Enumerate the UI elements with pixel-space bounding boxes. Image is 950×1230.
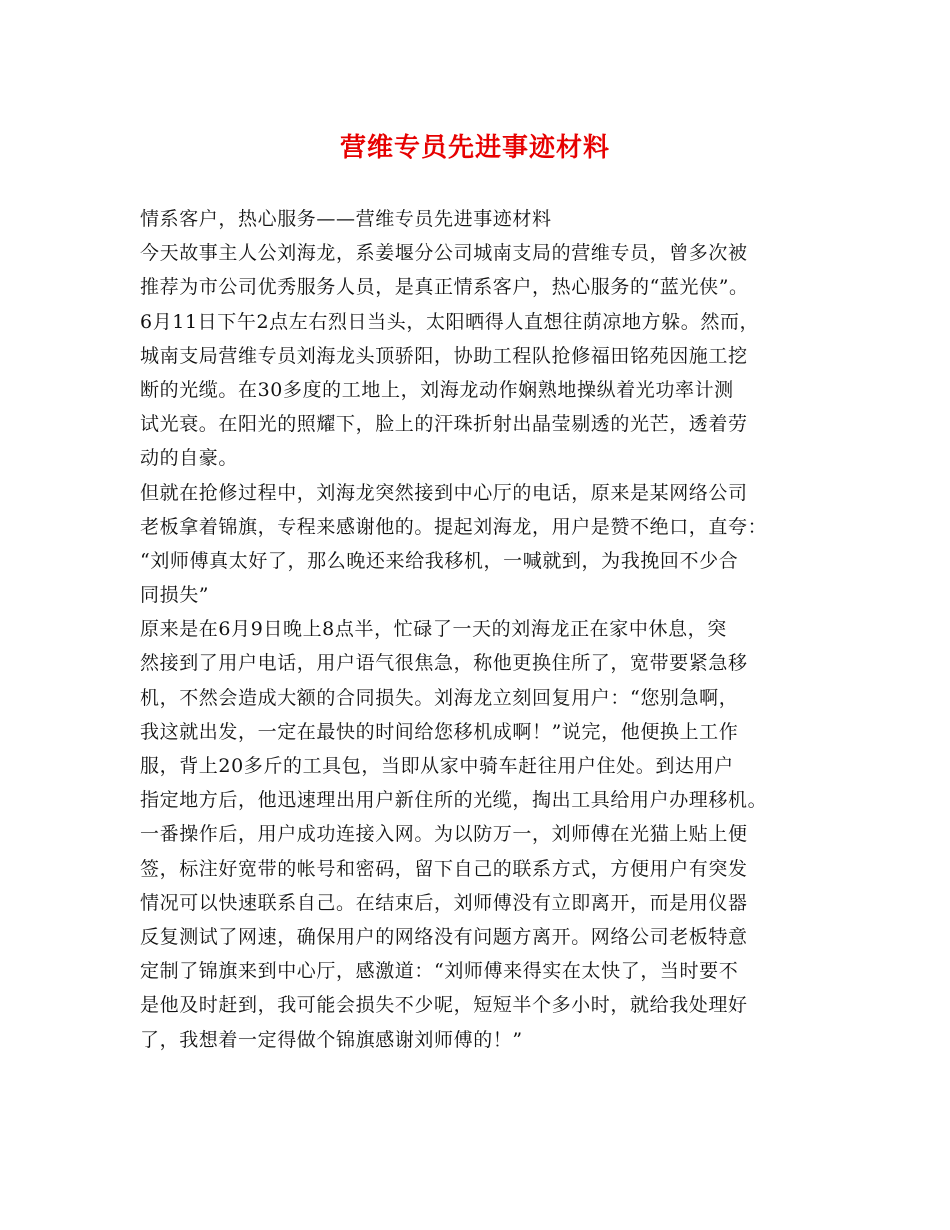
body-line: 签，标注好宽带的帐号和密码，留下自己的联系方式，方便用户有突发: [140, 857, 748, 880]
body-line: 同损失”: [140, 584, 210, 607]
body-line: 一番操作后，用户成功连接入网。为以防万一，刘师傅在光猫上贴上便: [140, 823, 748, 846]
body-line: 我这就出发，一定在最快的时间给您移机成啊！”说完，他便换上工作: [140, 720, 739, 743]
body-line: 然接到了用户电话，用户语气很焦急，称他更换住所了，宽带要紧急移: [140, 652, 748, 675]
body-line: 动的自豪。: [140, 447, 239, 470]
document-title: 营维专员先进事迹材料: [339, 133, 610, 163]
body-line: 机，不然会造成大额的合同损失。刘海龙立刻回复用户：“您别急啊，: [140, 686, 739, 709]
body-line: 反复测试了网速，确保用户的网络没有问题方离开。网络公司老板特意: [140, 925, 748, 948]
body-line: 指定地方后，他迅速理出用户新住所的光缆，掏出工具给用户办理移机。: [140, 789, 768, 812]
body-line: 原来是在6月9日晚上8点半，忙碌了一天的刘海龙正在家中休息，突: [140, 618, 727, 641]
body-line: 定制了锦旗来到中心厅，感激道：“刘师傅来得实在太快了，当时要不: [140, 960, 739, 983]
body-line: 试光衰。在阳光的照耀下，脸上的汗珠折射出晶莹剔透的光芒，透着劳: [140, 413, 748, 436]
body-line: 是他及时赶到，我可能会损失不少呢，短短半个多小时，就给我处理好: [140, 994, 748, 1017]
body-line: 情况可以快速联系自己。在结束后，刘师傅没有立即离开，而是用仪器: [140, 891, 748, 914]
body-line: 服，背上20多斤的工具包，当即从家中骑车赶往用户住处。到达用户: [140, 755, 734, 777]
body-line: 情系客户，热心服务——营维专员先进事迹材料: [140, 208, 552, 230]
body-line: 城南支局营维专员刘海龙头顶骄阳，协助工程队抢修福田铭苑因施工挖: [140, 344, 748, 367]
body-line: 了，我想着一定得做个锦旗感谢刘师傅的！”: [140, 1028, 523, 1051]
body-line: 老板拿着锦旗，专程来感谢他的。提起刘海龙，用户是赞不绝口，直夸：: [140, 515, 768, 538]
body-line: “刘师傅真太好了，那么晚还来给我移机，一喊就到，为我挽回不少合: [140, 549, 739, 572]
body-line: 6月11日下午2点左右烈日当头，太阳晒得人直想往荫凉地方躲。然而，: [140, 310, 760, 333]
body-line: 但就在抢修过程中，刘海龙突然接到中心厅的电话，原来是某网络公司: [140, 481, 748, 504]
body-line: 今天故事主人公刘海龙，系姜堰分公司城南支局的营维专员，曾多次被: [140, 242, 748, 265]
document-body: [140, 202, 840, 1057]
body-line: 断的光缆。在30多度的工地上，刘海龙动作娴熟地操纵着光功率计测: [140, 378, 734, 401]
body-line: 推荐为市公司优秀服务人员，是真正情系客户，热心服务的“蓝光侠”。: [140, 276, 749, 299]
